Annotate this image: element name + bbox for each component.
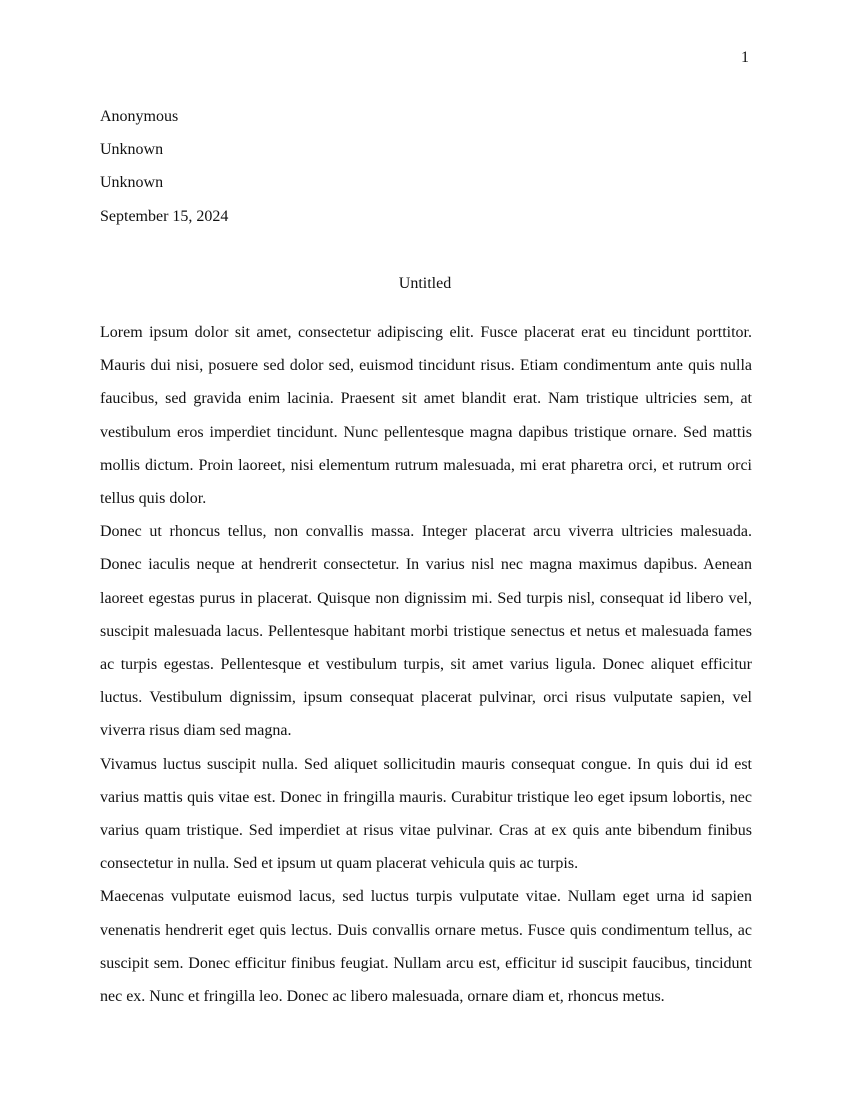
author-header-block xyxy=(100,100,750,233)
author-name: Anonymous xyxy=(100,108,179,125)
document-title: Untitled xyxy=(398,275,452,292)
instructor-name: Unknown xyxy=(100,141,164,159)
body-paragraph-2: Donec ut rhoncus tellus, non convallis massa. Integer placerat arcu viverra ultricies malesuada. Donec iaculis neque at hendrerit consectetur. In varius nisl nec magna maximus dapibus. Aenean laoreet egestas purus in placerat. Quisque non dignissim mi. Sed turpis nisl, consequat id libero vel, suscipit malesuada lacus. Pellentesque habitant morbi tristique senectus et netus et malesuada fames ac turpis egestas. Pellentesque et vestibulum turpis, sit amet varius ligula. Donec aliquet efficitur luctus. Vestibulum dignissim, ipsum consequat placerat pulvinar, orci risus vulputate sapien, vel viverra risus diam sed magna. xyxy=(100,523,752,740)
body-paragraph-4: Maecenas vulputate euismod lacus, sed luctus turpis vulputate vitae. Nullam eget urna id sapien venenatis hendrerit eget quis lectus. Duis convallis ornare metus. Fusce quis condimentum tellus, ac suscipit sem. Donec efficitur finibus feugiat. Nullam arcu est, efficitur id suscipit faucibus, tincidunt nec ex. Nunc et fringilla leo. Donec ac libero malesuada, ornare diam et, rhoncus metus. xyxy=(100,888,752,1006)
document-body xyxy=(100,316,752,1013)
body-paragraph-3: Vivamus luctus suscipit nulla. Sed aliquet sollicitudin mauris consequat congue. In quis dui id est varius mattis quis vitae est. Donec in fringilla mauris. Curabitur tristique leo eget ipsum lobortis, nec varius quam tristique. Sed imperdiet at risus vitae pulvinar. Cras at ex quis ante bibendum finibus consectetur in nulla. Sed et ipsum ut quam placerat vehicula quis ac turpis. xyxy=(100,755,752,873)
document-date: September 15, 2024 xyxy=(100,207,229,225)
page-number: 1 xyxy=(741,49,749,66)
course-name: Unknown xyxy=(100,174,164,192)
body-paragraph-1: Lorem ipsum dolor sit amet, consectetur adipiscing elit. Fusce placerat erat eu tincidunt porttitor. Mauris dui nisi, posuere sed dolor sed, euismod tincidunt risus. Etiam condimentum ante quis nulla faucibus, sed gravida enim lacinia. Praesent sit amet blandit erat. Nam tristique ultricies sem, at vestibulum eros imperdiet tincidunt. Nunc pellentesque magna dapibus tristique ornare. Sed mattis mollis dictum. Proin laoreet, nisi elementum rutrum malesuada, mi erat pharetra orci, et rutrum orci tellus quis dolor. xyxy=(100,324,752,508)
